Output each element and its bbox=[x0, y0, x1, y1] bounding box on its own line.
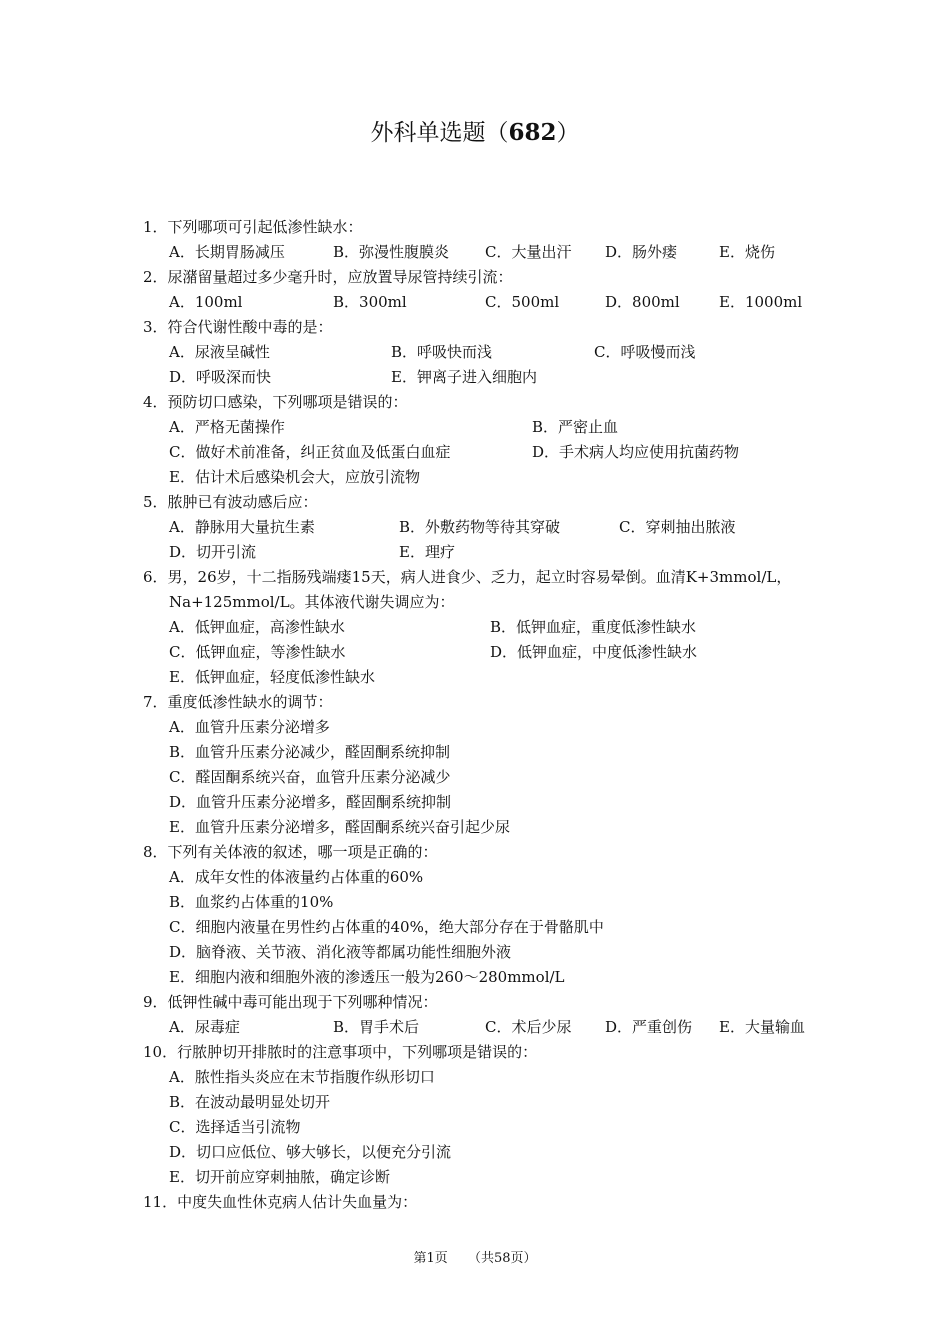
answer-option: A．成年女性的体液量约占体重的60% bbox=[169, 868, 424, 886]
page-title: 外科单选题（682） bbox=[370, 119, 580, 146]
answer-option: E．大量输血 bbox=[719, 1018, 805, 1036]
option-row bbox=[143, 240, 823, 265]
answer-option: A．静脉用大量抗生素 bbox=[169, 518, 315, 536]
option-row bbox=[143, 1165, 823, 1190]
question-stem: 9．低钾性碱中毒可能出现于下列哪种情况： bbox=[143, 993, 438, 1011]
answer-option: B．弥漫性腹膜炎 bbox=[333, 243, 450, 261]
answer-option: C．醛固酮系统兴奋，血管升压素分泌减少 bbox=[169, 768, 451, 786]
question-item bbox=[143, 265, 823, 315]
question-item bbox=[143, 990, 823, 1040]
answer-option: C．呼吸慢而浅 bbox=[594, 343, 696, 361]
answer-option: B．胃手术后 bbox=[333, 1018, 420, 1036]
answer-option: A．低钾血症，高渗性缺水 bbox=[169, 618, 345, 636]
answer-option: E．钾离子进入细胞内 bbox=[391, 368, 537, 386]
option-row bbox=[143, 915, 823, 940]
option-row bbox=[143, 1115, 823, 1140]
option-row bbox=[143, 615, 823, 640]
answer-option: A．血管升压素分泌增多 bbox=[169, 718, 330, 736]
answer-option: D．手术病人均应使用抗菌药物 bbox=[532, 443, 740, 461]
question-stem: 8．下列有关体液的叙述，哪一项是正确的： bbox=[143, 843, 438, 861]
answer-option: E．切开前应穿刺抽脓，确定诊断 bbox=[169, 1168, 390, 1186]
option-row bbox=[143, 465, 823, 490]
option-row bbox=[143, 1090, 823, 1115]
answer-option: C．低钾血症，等渗性缺水 bbox=[169, 643, 346, 661]
option-row bbox=[143, 540, 823, 565]
question-stem: 10．行脓肿切开排脓时的注意事项中，下列哪项是错误的： bbox=[143, 1043, 538, 1061]
option-row bbox=[143, 340, 823, 365]
option-row bbox=[143, 290, 823, 315]
option-row bbox=[143, 765, 823, 790]
answer-option: D．呼吸深而快 bbox=[169, 368, 272, 386]
answer-option: C．做好术前准备，纠正贫血及低蛋白血症 bbox=[169, 443, 451, 461]
answer-option: D．800ml bbox=[605, 293, 680, 311]
question-stem: 1．下列哪项可引起低渗性缺水： bbox=[143, 218, 363, 236]
option-row bbox=[143, 715, 823, 740]
answer-option: A．长期胃肠减压 bbox=[169, 243, 285, 261]
answer-option: E．细胞内液和细胞外液的渗透压一般为260～280mmol/L bbox=[169, 968, 565, 986]
question-item bbox=[143, 1040, 823, 1190]
question-stem: 4．预防切口感染，下列哪项是错误的： bbox=[143, 393, 408, 411]
question-stem: 6．男，26岁，十二指肠残端瘘15天，病人进食少、乏力，起立时容易晕倒。血清K+3mmol/L， bbox=[143, 568, 792, 586]
answer-option: A．尿液呈碱性 bbox=[169, 343, 270, 361]
option-row bbox=[143, 740, 823, 765]
answer-option: D．严重创伤 bbox=[605, 1018, 693, 1036]
page-total: （共58页） bbox=[467, 1251, 537, 1266]
option-row bbox=[143, 940, 823, 965]
question-item bbox=[143, 215, 823, 265]
answer-option: A．脓性指头炎应在末节指腹作纵形切口 bbox=[169, 1068, 435, 1086]
option-row bbox=[143, 1015, 823, 1040]
answer-option: D．切开引流 bbox=[169, 543, 257, 561]
answer-option: B．外敷药物等待其穿破 bbox=[399, 518, 561, 536]
answer-option: A．尿毒症 bbox=[169, 1018, 240, 1036]
answer-option: D．脑脊液、关节液、消化液等都属功能性细胞外液 bbox=[169, 943, 512, 961]
answer-option: D．低钾血症，中度低渗性缺水 bbox=[490, 643, 698, 661]
answer-option: E．烧伤 bbox=[719, 243, 775, 261]
answer-option: B．低钾血症，重度低渗性缺水 bbox=[490, 618, 697, 636]
answer-option: B．严密止血 bbox=[532, 418, 619, 436]
answer-option: E．1000ml bbox=[719, 293, 803, 311]
answer-option: B．呼吸快而浅 bbox=[391, 343, 493, 361]
option-row bbox=[143, 365, 823, 390]
question-item bbox=[143, 840, 823, 990]
option-row bbox=[143, 440, 823, 465]
answer-option: C．选择适当引流物 bbox=[169, 1118, 301, 1136]
answer-option: C．细胞内液量在男性约占体重的40%，绝大部分存在于骨骼肌中 bbox=[169, 918, 604, 936]
question-stem: 3．符合代谢性酸中毒的是： bbox=[143, 318, 333, 336]
question-list bbox=[143, 215, 823, 1215]
option-row bbox=[143, 965, 823, 990]
answer-option: A．100ml bbox=[169, 293, 243, 311]
option-row bbox=[143, 815, 823, 840]
answer-option: C．500ml bbox=[485, 293, 560, 311]
answer-option: B．血管升压素分泌减少，醛固酮系统抑制 bbox=[169, 743, 451, 761]
question-stem: 2．尿潴留量超过多少毫升时，应放置导尿管持续引流： bbox=[143, 268, 513, 286]
answer-option: E．低钾血症，轻度低渗性缺水 bbox=[169, 668, 375, 686]
answer-option: D．肠外瘘 bbox=[605, 243, 678, 261]
option-row bbox=[143, 515, 823, 540]
answer-option: A．严格无菌操作 bbox=[169, 418, 285, 436]
option-row bbox=[143, 640, 823, 665]
answer-option: D．切口应低位、够大够长，以便充分引流 bbox=[169, 1143, 452, 1161]
answer-option: B．血浆约占体重的10% bbox=[169, 893, 334, 911]
option-row bbox=[143, 665, 823, 690]
question-item bbox=[143, 390, 823, 490]
answer-option: C．术后少尿 bbox=[485, 1018, 572, 1036]
answer-option: D．血管升压素分泌增多，醛固酮系统抑制 bbox=[169, 793, 452, 811]
question-stem: 5．脓肿已有波动感后应： bbox=[143, 493, 318, 511]
option-row bbox=[143, 1140, 823, 1165]
answer-option: C．大量出汗 bbox=[485, 243, 572, 261]
option-row bbox=[143, 790, 823, 815]
question-item bbox=[143, 565, 823, 690]
question-stem-continued: Na+125mmol/L。其体液代谢失调应为： bbox=[169, 593, 455, 611]
page-number: 第1页 bbox=[413, 1251, 448, 1266]
question-item bbox=[143, 490, 823, 565]
answer-option: C．穿刺抽出脓液 bbox=[619, 518, 736, 536]
question-stem: 11．中度失血性休克病人估计失血量为： bbox=[143, 1193, 418, 1211]
option-row bbox=[143, 415, 823, 440]
question-item bbox=[143, 1190, 823, 1215]
option-row bbox=[143, 890, 823, 915]
answer-option: E．估计术后感染机会大，应放引流物 bbox=[169, 468, 420, 486]
answer-option: E．血管升压素分泌增多，醛固酮系统兴奋引起少尿 bbox=[169, 818, 510, 836]
question-item bbox=[143, 315, 823, 390]
option-row bbox=[143, 865, 823, 890]
question-item bbox=[143, 690, 823, 840]
option-row bbox=[143, 1065, 823, 1090]
page-footer bbox=[0, 1250, 950, 1268]
question-stem: 7．重度低渗性缺水的调节： bbox=[143, 693, 333, 711]
answer-option: B．300ml bbox=[333, 293, 407, 311]
answer-option: B．在波动最明显处切开 bbox=[169, 1093, 331, 1111]
answer-option: E．理疗 bbox=[399, 543, 455, 561]
